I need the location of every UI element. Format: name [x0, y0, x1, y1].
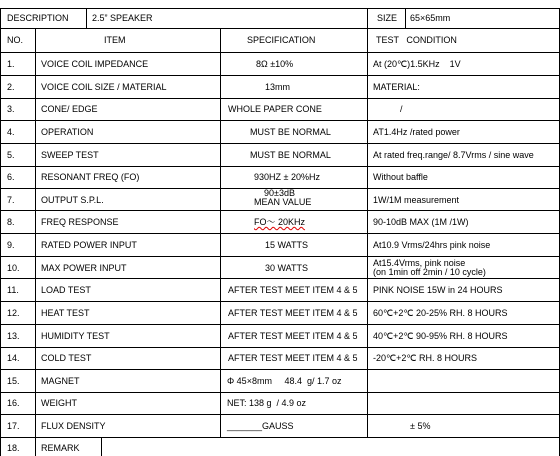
row-item: REMARK	[41, 443, 80, 453]
row-item: OPERATION	[41, 127, 94, 137]
row-condition: Without baffle	[373, 172, 428, 182]
row-item: OUTPUT S.P.L.	[41, 195, 104, 205]
row-number: 12.	[7, 308, 20, 318]
row-spec-secondary: MEAN VALUE	[254, 197, 312, 207]
row-item: HEAT TEST	[41, 308, 90, 318]
row-number: 10.	[7, 263, 20, 273]
row-spec: 30 WATTS	[265, 263, 309, 273]
row-spec: AFTER TEST MEET ITEM 4 & 5	[228, 308, 358, 318]
row-condition: 40℃+2℃ 90-95% RH. 8 HOURS	[373, 331, 508, 341]
row-spec: WHOLE PAPER CONE	[228, 104, 322, 114]
row-number: 8.	[7, 217, 15, 227]
row-spec: MUST BE NORMAL	[250, 127, 331, 137]
row-number: 6.	[7, 172, 15, 182]
description-label: DESCRIPTION	[7, 13, 69, 23]
row-item: VOICE COIL SIZE / MATERIAL	[41, 82, 167, 92]
row-spec: 13mm	[265, 82, 291, 92]
row-item: CONE/ EDGE	[41, 104, 98, 114]
row-number: 5.	[7, 150, 15, 160]
row-condition-secondary: (on 1min off 2min / 10 cycle)	[373, 267, 486, 277]
row-spec: Φ 45×8mm 48.4 g/ 1.7 oz	[227, 376, 342, 386]
size-value: 65×65mm	[410, 13, 451, 23]
row-condition: 1W/1M measurement	[373, 195, 460, 205]
row-number: 11.	[7, 285, 19, 295]
row-item: VOICE COIL IMPEDANCE	[41, 59, 149, 69]
row-spec: 930HZ ± 20%Hz	[254, 172, 320, 182]
row-item: RATED POWER INPUT	[41, 240, 137, 250]
description-value: 2.5” SPEAKER	[92, 13, 153, 23]
column-header-specification: SPECIFICATION	[247, 35, 316, 45]
row-number: 16.	[7, 398, 20, 408]
row-condition: At10.9 Vrms/24hrs pink noise	[373, 240, 491, 250]
row-number: 7.	[7, 195, 15, 205]
row-number: 18.	[7, 443, 20, 453]
row-condition: /	[400, 104, 403, 114]
row-item: MAGNET	[41, 376, 80, 386]
row-condition: AT1.4Hz /rated power	[373, 127, 460, 137]
row-item: SWEEP TEST	[41, 150, 99, 160]
row-item: HUMIDITY TEST	[41, 331, 110, 341]
row-number: 3.	[7, 104, 15, 114]
row-condition: At rated freq.range/ 8.7Vrms / sine wave	[373, 150, 534, 160]
row-condition: -20℃+2℃ RH. 8 HOURS	[373, 353, 477, 363]
row-number: 9.	[7, 240, 15, 250]
row-item: COLD TEST	[41, 353, 92, 363]
row-number: 4.	[7, 127, 15, 137]
row-item: RESONANT FREQ (FO)	[41, 172, 140, 182]
row-spec: AFTER TEST MEET ITEM 4 & 5	[228, 353, 358, 363]
row-item: FREQ RESPONSE	[41, 217, 119, 227]
row-spec: AFTER TEST MEET ITEM 4 & 5	[228, 285, 358, 295]
row-spec: _______GAUSS	[227, 421, 294, 431]
row-condition: MATERIAL:	[373, 82, 420, 92]
row-condition: 90-10dB MAX (1M /1W)	[373, 217, 469, 227]
row-spec: 90±3dB	[264, 188, 295, 198]
row-spec: AFTER TEST MEET ITEM 4 & 5	[228, 331, 358, 341]
row-spec: 15 WATTS	[265, 240, 309, 250]
row-number: 2.	[7, 82, 15, 92]
row-condition: 60℃+2℃ 20-25% RH. 8 HOURS	[373, 308, 508, 318]
row-condition: ± 5%	[410, 421, 431, 431]
row-spec: MUST BE NORMAL	[250, 150, 331, 160]
row-number: 17.	[7, 421, 20, 431]
row-number: 1.	[7, 59, 15, 69]
row-condition: PINK NOISE 15W in 24 HOURS	[373, 285, 503, 295]
row-condition: At (20℃)1.5KHz 1V	[373, 59, 461, 69]
row-spec: NET: 138 g / 4.9 oz	[227, 398, 307, 408]
row-spec: 8Ω ±10%	[256, 59, 294, 69]
row-item: MAX POWER INPUT	[41, 263, 127, 273]
size-label: SIZE	[377, 13, 398, 23]
column-header-test-condition: TEST CONDITION	[376, 35, 457, 45]
row-condition: At15.4Vrms, pink noise	[373, 258, 466, 268]
row-item: LOAD TEST	[41, 285, 91, 295]
row-number: 13.	[7, 331, 20, 341]
row-item: WEIGHT	[41, 398, 77, 408]
column-header-no: NO.	[7, 35, 24, 45]
row-number: 14.	[7, 353, 20, 363]
row-item: FLUX DENSITY	[41, 421, 106, 431]
row-spec: FO～ 20KHz	[254, 217, 306, 227]
column-header-item: ITEM	[104, 35, 126, 45]
row-number: 15.	[7, 376, 20, 386]
